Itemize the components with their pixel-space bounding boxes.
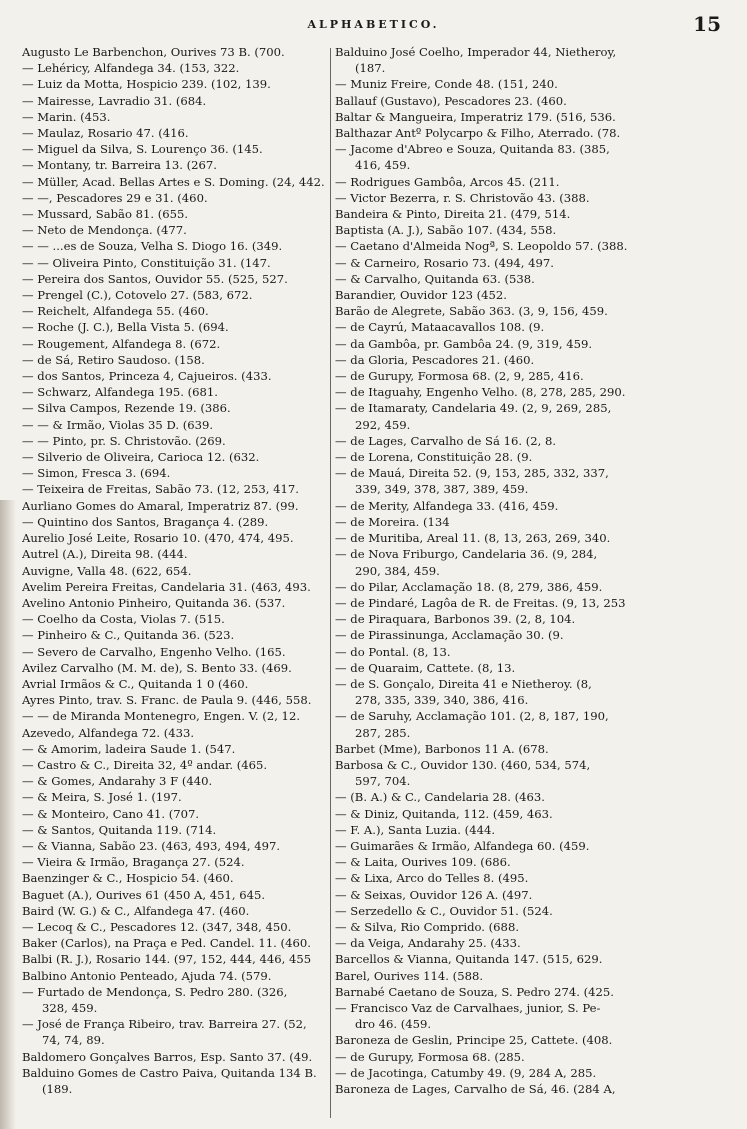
directory-entry: — —, Pescadores 29 e 31. (460. bbox=[22, 190, 208, 205]
directory-entry: Autrel (A.), Direita 98. (444. bbox=[22, 547, 188, 562]
directory-entry: — de Moreira. (134 bbox=[335, 514, 450, 529]
directory-entry: — & Vianna, Sabão 23. (463, 493, 494, 497. bbox=[22, 838, 281, 853]
directory-entry: Barbet (Mme), Barbonos 11 A. (678. bbox=[335, 741, 549, 756]
directory-entry: Avilez Carvalho (M. M. de), S. Bento 33. (469. bbox=[22, 660, 292, 675]
page-number: 15 bbox=[693, 12, 721, 36]
directory-entry: — Teixeira de Freitas, Sabão 73. (12, 253, 417. bbox=[22, 482, 299, 497]
directory-entry: Balthazar Antº Polycarpo & Filho, Aterrado. (78. bbox=[335, 126, 621, 141]
directory-entry: — de Itaguahy, Engenho Velho. (8, 278, 285, 290. bbox=[335, 385, 626, 400]
directory-entry: — F. A.), Santa Luzia. (444. bbox=[335, 822, 496, 837]
directory-entry: — José de França Ribeiro, trav. Barreira 27. (52, bbox=[22, 1017, 307, 1032]
directory-entry: — Neto de Mendonça. (477. bbox=[22, 223, 187, 238]
directory-entry: Barandier, Ouvidor 123 (452. bbox=[335, 288, 507, 303]
directory-entry: 597, 704. bbox=[355, 774, 411, 789]
directory-entry: Baroneza de Lages, Carvalho de Sá, 46. (284 A, bbox=[335, 1082, 616, 1096]
directory-entry: Barbosa & C., Ouvidor 130. (460, 534, 574, bbox=[335, 757, 591, 772]
directory-entry: — & Seixas, Ouvidor 126 A. (497. bbox=[335, 887, 533, 902]
directory-entry: — — Oliveira Pinto, Constituição 31. (147. bbox=[22, 255, 271, 270]
directory-entry: 416, 459. bbox=[355, 158, 411, 173]
directory-entry: — de Merity, Alfandega 33. (416, 459. bbox=[335, 498, 559, 513]
directory-entry: (189. bbox=[42, 1082, 73, 1096]
directory-entry: 278, 335, 339, 340, 386, 416. bbox=[355, 693, 529, 708]
directory-entry: — do Pilar, Acclamação 18. (8, 279, 386, 459. bbox=[335, 579, 603, 594]
directory-entry: — Lecoq & C., Pescadores 12. (347, 348, 450. bbox=[22, 919, 292, 934]
directory-entry: Aurelio José Leite, Rosario 10. (470, 474, 495. bbox=[22, 531, 294, 546]
directory-entry: Barel, Ourives 114. (588. bbox=[335, 968, 484, 983]
directory-entry: — Rodrigues Gambôa, Arcos 45. (211. bbox=[335, 174, 560, 189]
directory-entry: — de Gurupy, Formosa 68. (285. bbox=[335, 1049, 525, 1064]
directory-entry: — & Carneiro, Rosario 73. (494, 497. bbox=[335, 255, 554, 270]
directory-entry: — Guimarães & Irmão, Alfandega 60. (459. bbox=[335, 838, 590, 853]
directory-entry: Azevedo, Alfandega 72. (433. bbox=[22, 725, 195, 740]
directory-entry: Auvigne, Valla 48. (622, 654. bbox=[22, 563, 192, 578]
directory-entry: 292, 459. bbox=[355, 417, 411, 432]
directory-entry: — Castro & C., Direita 32, 4º andar. (465. bbox=[22, 757, 268, 772]
directory-entry: — Mussard, Sabão 81. (655. bbox=[22, 207, 189, 222]
directory-entry: — & Gomes, Andarahy 3 F (440. bbox=[22, 774, 213, 789]
directory-entry: — Serzedello & C., Ouvidor 51. (524. bbox=[335, 903, 553, 918]
directory-entry: Augusto Le Barbenchon, Ourives 73 B. (700. bbox=[22, 45, 285, 59]
directory-entry: — Prengel (C.), Cotovelo 27. (583, 672. bbox=[22, 288, 253, 303]
directory-entry: — de Sá, Retiro Saudoso. (158. bbox=[22, 352, 205, 367]
directory-entry: Baroneza de Geslin, Principe 25, Cattete. (408. bbox=[335, 1033, 613, 1048]
directory-entry: — da Veiga, Andarahy 25. (433. bbox=[335, 936, 521, 951]
directory-entry: — de Lorena, Constituição 28. (9. bbox=[335, 450, 533, 465]
directory-entry: — Luiz da Motta, Hospicio 239. (102, 139. bbox=[22, 77, 271, 92]
directory-entry: — & Santos, Quitanda 119. (714. bbox=[22, 822, 217, 837]
directory-entry: 290, 384, 459. bbox=[355, 563, 440, 578]
directory-entry: Baltar & Mangueira, Imperatriz 179. (516, 536. bbox=[335, 109, 616, 124]
directory-entry: — Maulaz, Rosario 47. (416. bbox=[22, 126, 189, 141]
directory-entry: — & Meira, S. José 1. (197. bbox=[22, 790, 182, 805]
directory-entry: — de Cayrú, Mataacavallos 108. (9. bbox=[335, 320, 545, 335]
directory-entry: Baird (W. G.) & C., Alfandega 47. (460. bbox=[22, 903, 250, 918]
directory-entry: — Montany, tr. Barreira 13. (267. bbox=[22, 158, 217, 173]
directory-entry: Balbino Antonio Penteado, Ajuda 74. (579. bbox=[22, 968, 272, 983]
directory-entry: — — ...es de Souza, Velha S. Diogo 16. (349. bbox=[22, 239, 283, 254]
directory-entry: — & Amorim, ladeira Saude 1. (547. bbox=[22, 741, 236, 756]
directory-entry: Ayres Pinto, trav. S. Franc. de Paula 9. (446, 558. bbox=[22, 693, 312, 708]
directory-entry: — — Pinto, pr. S. Christovão. (269. bbox=[22, 433, 226, 448]
directory-entry: — & Monteiro, Cano 41. (707. bbox=[22, 806, 200, 821]
left-column bbox=[22, 44, 340, 1097]
directory-entry: — da Gambôa, pr. Gambôa 24. (9, 319, 459. bbox=[335, 336, 593, 351]
directory-entry: — de Mauá, Direita 52. (9, 153, 285, 332, 337, bbox=[335, 466, 609, 481]
directory-entry: — Roche (J. C.), Bella Vista 5. (694. bbox=[22, 320, 229, 335]
directory-entry: Baenzinger & C., Hospicio 54. (460. bbox=[22, 871, 234, 886]
directory-entry: — de Jacotinga, Catumby 49. (9, 284 A, 285. bbox=[335, 1065, 597, 1080]
directory-entry: Bandeira & Pinto, Direita 21. (479, 514. bbox=[335, 207, 571, 222]
directory-entry: — Pinheiro & C., Quitanda 36. (523. bbox=[22, 628, 235, 643]
directory-entry: — Müller, Acad. Bellas Artes e S. Doming. (24, 442. bbox=[22, 174, 325, 189]
directory-entry: — (B. A.) & C., Candelaria 28. (463. bbox=[335, 790, 545, 805]
directory-entry: — — de Miranda Montenegro, Engen. V. (2, 12. bbox=[22, 709, 300, 724]
binding-shadow bbox=[0, 500, 16, 1129]
directory-entry: — Silverio de Oliveira, Carioca 12. (632. bbox=[22, 450, 260, 465]
directory-entry: — de Quaraim, Cattete. (8, 13. bbox=[335, 660, 516, 675]
right-column bbox=[335, 44, 720, 1097]
directory-entry: — Schwarz, Alfandega 195. (681. bbox=[22, 385, 218, 400]
directory-entry: — & Silva, Rio Comprido. (688. bbox=[335, 919, 519, 934]
directory-entry: — Marin. (453. bbox=[22, 109, 111, 124]
directory-entry: — Jacome d'Abreo e Souza, Quitanda 83. (385, bbox=[335, 142, 610, 157]
directory-entry: — Simon, Fresca 3. (694. bbox=[22, 466, 171, 481]
directory-entry: — Furtado de Mendonça, S. Pedro 280. (326, bbox=[22, 984, 288, 999]
directory-entry: — de Nova Friburgo, Candelaria 36. (9, 284, bbox=[335, 547, 598, 562]
directory-entry: Avelino Antonio Pinheiro, Quitanda 36. (537. bbox=[22, 595, 286, 610]
directory-entry: — Victor Bezerra, r. S. Christovão 43. (388. bbox=[335, 190, 590, 205]
directory-entry: — Rougement, Alfandega 8. (672. bbox=[22, 336, 221, 351]
column-divider bbox=[330, 48, 331, 1118]
directory-entry: — & Lixa, Arco do Telles 8. (495. bbox=[335, 871, 529, 886]
directory-entry: Balduino Gomes de Castro Paiva, Quitanda 134 B. bbox=[22, 1065, 317, 1080]
directory-entry: — de Lages, Carvalho de Sá 16. (2, 8. bbox=[335, 433, 557, 448]
directory-entry: — de Piraquara, Barbonos 39. (2, 8, 104. bbox=[335, 612, 576, 627]
directory-entry: — Caetano d'Almeida Nogª, S. Leopoldo 57. (388. bbox=[335, 239, 628, 254]
directory-entry: Barão de Alegrete, Sabão 363. (3, 9, 156, 459. bbox=[335, 304, 608, 319]
page-title: ALPHABETICO. bbox=[307, 18, 440, 31]
directory-entry: — de Itamaraty, Candelaria 49. (2, 9, 269, 285, bbox=[335, 401, 612, 416]
directory-entry: — de Muritiba, Areal 11. (8, 13, 263, 269, 340. bbox=[335, 531, 611, 546]
directory-entry: (187. bbox=[355, 61, 386, 76]
directory-entry: Avelim Pereira Freitas, Candelaria 31. (463, 493. bbox=[22, 579, 311, 594]
directory-entry: — Severo de Carvalho, Engenho Velho. (165. bbox=[22, 644, 286, 659]
directory-entry: — do Pontal. (8, 13. bbox=[335, 644, 451, 659]
directory-entry: 287, 285. bbox=[355, 725, 411, 740]
page-header bbox=[0, 12, 747, 42]
directory-entry: Baguet (A.), Ourives 61 (450 A, 451, 645. bbox=[22, 887, 266, 902]
directory-entry: — de Gurupy, Formosa 68. (2, 9, 285, 416. bbox=[335, 369, 584, 384]
directory-entry: 339, 349, 378, 387, 389, 459. bbox=[355, 482, 529, 497]
directory-entry: — Francisco Vaz de Carvalhaes, junior, S. Pe- bbox=[335, 1000, 601, 1015]
directory-entry: — de Pindaré, Lagôa de R. de Freitas. (9, 13, 253 bbox=[335, 595, 626, 610]
directory-entry: Baldomero Gonçalves Barros, Esp. Santo 37. (49. bbox=[22, 1049, 313, 1064]
directory-entry: — de Saruhy, Acclamação 101. (2, 8, 187, 190, bbox=[335, 709, 609, 724]
directory-entry: — — & Irmão, Violas 35 D. (639. bbox=[22, 417, 214, 432]
directory-entry: — Coelho da Costa, Violas 7. (515. bbox=[22, 612, 225, 627]
directory-entry: Baptista (A. J.), Sabão 107. (434, 558. bbox=[335, 223, 557, 238]
directory-entry: 74, 74, 89. bbox=[42, 1033, 105, 1048]
directory-entry: — dos Santos, Princeza 4, Cajueiros. (433. bbox=[22, 369, 272, 384]
directory-entry: Ballauf (Gustavo), Pescadores 23. (460. bbox=[335, 93, 567, 108]
directory-entry: dro 46. (459. bbox=[355, 1017, 432, 1032]
directory-entry: Avrial Irmãos & C., Quitanda 1 0 (460. bbox=[22, 676, 249, 691]
directory-entry: — Muniz Freire, Conde 48. (151, 240. bbox=[335, 77, 558, 92]
directory-entry: — de S. Gonçalo, Direita 41 e Nietheroy. (8, bbox=[335, 676, 592, 691]
directory-entry: — da Gloria, Pescadores 21. (460. bbox=[335, 352, 535, 367]
directory-entry: — Reichelt, Alfandega 55. (460. bbox=[22, 304, 209, 319]
directory-entry: — & Diniz, Quitanda, 112. (459, 463. bbox=[335, 806, 553, 821]
directory-entry: — Miguel da Silva, S. Lourenço 36. (145. bbox=[22, 142, 263, 157]
directory-entry: — Vieira & Irmão, Bragança 27. (524. bbox=[22, 855, 245, 870]
directory-entry: Barnabé Caetano de Souza, S. Pedro 274. (425. bbox=[335, 984, 614, 999]
directory-entry: — Silva Campos, Rezende 19. (386. bbox=[22, 401, 231, 416]
directory-entry: — Mairesse, Lavradio 31. (684. bbox=[22, 93, 207, 108]
directory-entry: — Quintino dos Santos, Bragança 4. (289. bbox=[22, 514, 269, 529]
directory-entry: — & Carvalho, Quitanda 63. (538. bbox=[335, 271, 535, 286]
directory-entry: Aurliano Gomes do Amaral, Imperatriz 87. (99. bbox=[22, 498, 299, 513]
directory-entry: Barcellos & Vianna, Quitanda 147. (515, 629. bbox=[335, 952, 603, 967]
directory-entry: — Lehéricy, Alfandega 34. (153, 322. bbox=[22, 61, 240, 76]
directory-entry: — & Laita, Ourives 109. (686. bbox=[335, 855, 511, 870]
directory-entry: 328, 459. bbox=[42, 1000, 98, 1015]
directory-entry: Baker (Carlos), na Praça e Ped. Candel. 11. (460. bbox=[22, 936, 311, 951]
directory-entry: Balduino José Coelho, Imperador 44, Nietheroy, bbox=[335, 45, 617, 59]
directory-entry: — de Pirassinunga, Acclamação 30. (9. bbox=[335, 628, 564, 643]
directory-entry: — Pereira dos Santos, Ouvidor 55. (525, 527. bbox=[22, 271, 288, 286]
directory-entry: Balbi (R. J.), Rosario 144. (97, 152, 444, 446, 455 bbox=[22, 952, 312, 967]
